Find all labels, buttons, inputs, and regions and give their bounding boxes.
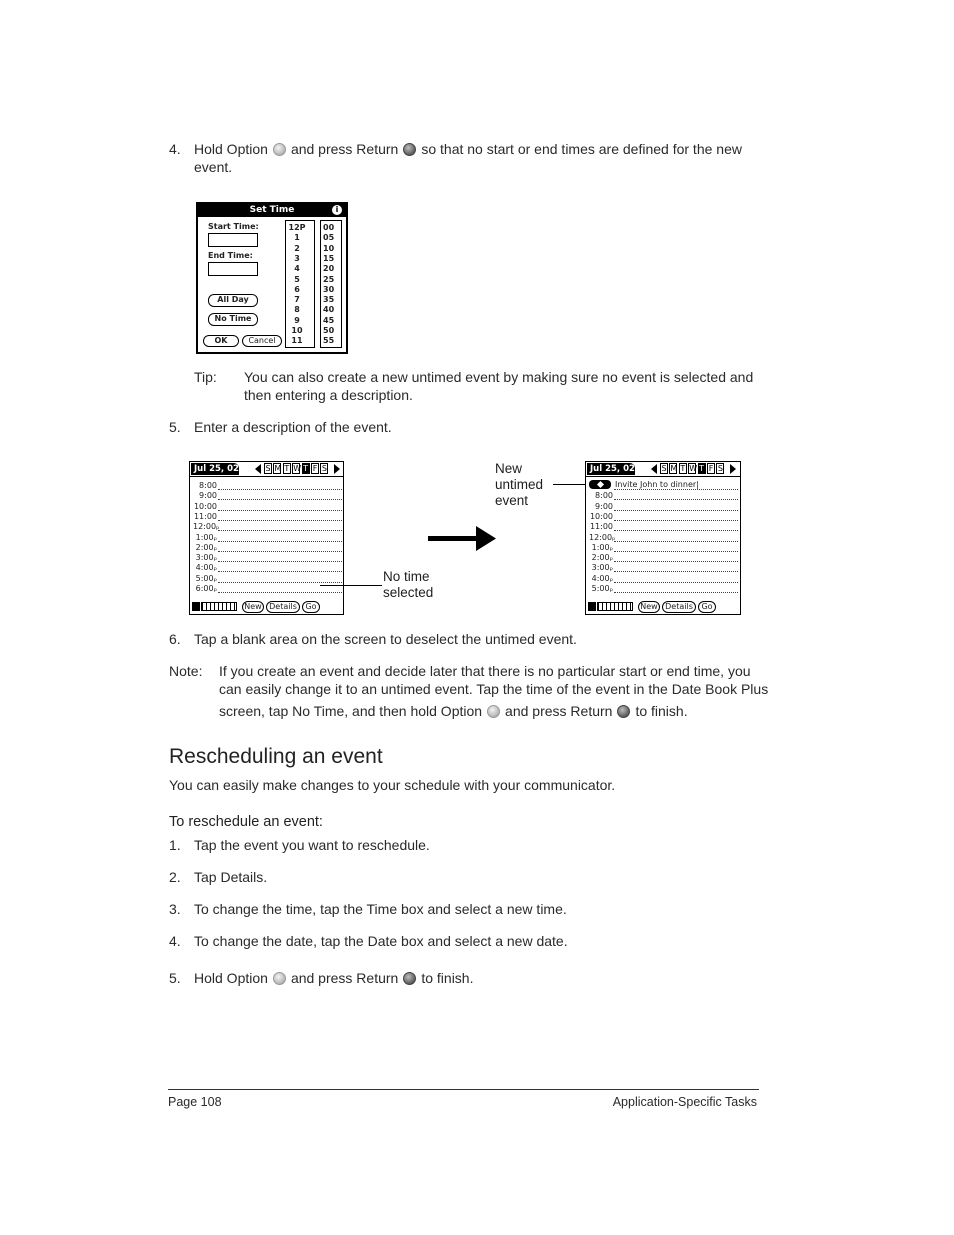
prev-week-icon	[255, 464, 261, 474]
slot-line	[614, 571, 738, 572]
slot-line	[218, 541, 342, 542]
new-button: New	[638, 601, 660, 613]
weekday-0: S	[265, 464, 271, 473]
view-icon-day	[192, 602, 200, 611]
slot-line	[218, 499, 342, 500]
weekday-6: S	[321, 464, 327, 473]
slot-line	[614, 499, 738, 500]
weekday-5: F	[312, 464, 318, 473]
time-label: 8:00	[199, 481, 217, 490]
weekday-0: S	[661, 464, 667, 473]
new-untimed-callout-3: event	[495, 493, 529, 508]
go-button: Go	[698, 601, 716, 613]
time-label: 5:00ₚ	[591, 584, 613, 593]
hour-item: 5	[294, 274, 300, 284]
time-label: 8:00	[595, 491, 613, 501]
ok-button: OK	[203, 335, 239, 347]
step-number: 4.	[169, 933, 181, 949]
step-number: 1.	[169, 837, 181, 853]
slot-line	[218, 489, 342, 490]
step-number: 3.	[169, 901, 181, 917]
hour-item: 10	[291, 326, 303, 335]
callout-line	[320, 585, 382, 586]
tip-line-2: then entering a description.	[244, 387, 413, 403]
step-5-text: Enter a description of the event.	[194, 419, 392, 435]
details-button: Details	[662, 601, 696, 613]
next-week-icon	[334, 464, 340, 474]
set-time-screenshot	[196, 202, 348, 354]
section-heading: Rescheduling an event	[169, 745, 383, 768]
hour-item: 2	[294, 243, 300, 253]
time-label: 3:00ₚ	[195, 553, 217, 563]
note-line-1: If you create an event and decide later that there is no particular start or end time, you	[219, 663, 751, 679]
hour-item: 1	[294, 233, 300, 243]
time-label: 4:00ₚ	[591, 573, 613, 583]
time-label: 12:00ₚ	[193, 522, 220, 532]
new-button: New	[242, 601, 264, 613]
weekday-3: W	[689, 464, 698, 473]
slot-line	[614, 592, 738, 593]
step-number: 2.	[169, 869, 181, 885]
no-time-button: No Time	[208, 313, 258, 326]
set-time-title: Set Time	[249, 205, 295, 215]
footer-rule	[168, 1089, 759, 1090]
slot-line	[614, 541, 738, 542]
minute-item: 35	[323, 295, 335, 305]
cancel-button: Cancel	[242, 335, 282, 347]
time-label: 5:00ₚ	[195, 573, 217, 583]
start-time-label: Start Time:	[208, 222, 259, 231]
minute-item: 05	[323, 233, 335, 243]
weekday-4: T	[303, 464, 309, 473]
slot-line	[614, 551, 738, 552]
section-intro: You can easily make changes to your schedule with your communicator.	[169, 777, 616, 793]
step-number: 5.	[169, 419, 181, 435]
step-4-continued: event.	[194, 159, 233, 175]
return-button-icon	[617, 705, 630, 718]
time-label: 1:00ₚ	[591, 542, 613, 552]
weekday-3: W	[293, 464, 302, 473]
hour-item: 11	[291, 336, 303, 346]
step-number: 4.	[169, 141, 181, 157]
hour-item: 6	[294, 284, 300, 294]
minute-item: 45	[323, 315, 335, 325]
step-4-text: Hold Option and press Return so that no start or end times are defined for the new	[194, 141, 742, 157]
date-label: Jul 25, 02	[590, 464, 635, 474]
end-time-box	[208, 262, 258, 276]
time-label: 11:00	[589, 522, 613, 532]
weekday-6: S	[717, 464, 723, 473]
time-label: 2:00ₚ	[195, 542, 217, 552]
new-untimed-callout-2: untimed	[495, 477, 544, 492]
slot-line	[218, 561, 342, 562]
new-untimed-callout-1: New	[495, 461, 523, 476]
procedure-heading: To reschedule an event:	[169, 814, 323, 830]
minute-item: 10	[323, 243, 335, 253]
minute-item: 50	[323, 326, 335, 335]
no-time-callout-1: No time	[383, 569, 430, 584]
header-rule	[586, 476, 740, 477]
reschedule-step-3: To change the time, tap the Time box and select a new time.	[194, 901, 567, 917]
minute-list	[320, 220, 342, 348]
slot-line	[218, 510, 342, 511]
slot-line	[614, 530, 738, 531]
time-label: 3:00ₚ	[591, 563, 613, 573]
slot-line	[218, 582, 342, 583]
slot-line	[614, 489, 738, 490]
return-button-icon	[403, 972, 416, 985]
note-label: Note:	[169, 663, 203, 679]
option-button-icon	[273, 972, 286, 985]
option-button-icon	[487, 705, 500, 718]
hour-item: 12P	[288, 223, 306, 232]
return-button-icon	[403, 143, 416, 156]
reschedule-step-5: Hold Option and press Return to finish.	[194, 970, 474, 986]
step-number: 5.	[169, 970, 181, 986]
slot-line	[218, 592, 342, 593]
weekday-5: F	[708, 464, 714, 473]
view-icons	[201, 602, 237, 611]
info-icon: i	[332, 205, 342, 215]
minute-item: 25	[323, 274, 335, 284]
weekday-4: T	[699, 464, 705, 473]
view-icon-day	[588, 602, 596, 611]
footer-section-title: Application-Specific Tasks	[612, 1095, 757, 1109]
slot-line	[218, 551, 342, 552]
minute-item: 40	[323, 305, 335, 315]
time-label: 9:00	[595, 501, 613, 511]
time-label: 9:00	[199, 491, 217, 501]
reschedule-step-2: Tap Details.	[194, 869, 268, 885]
hour-item: 8	[294, 305, 300, 315]
slot-line	[614, 510, 738, 511]
end-time-label: End Time:	[208, 251, 253, 260]
weekday-2: T	[284, 464, 290, 473]
time-label: 2:00ₚ	[591, 553, 613, 563]
note-line-2: can easily change it to an untimed event. Tap the time of the event in the Date Book Plus	[219, 681, 769, 697]
prev-week-icon	[651, 464, 657, 474]
minute-item: 55	[323, 336, 335, 346]
hour-list	[285, 220, 315, 348]
step-6-text: Tap a blank area on the screen to deselect the untimed event.	[194, 631, 577, 647]
day-view-after-screenshot	[585, 461, 741, 615]
slot-line	[614, 561, 738, 562]
header-rule	[190, 476, 343, 477]
details-button: Details	[266, 601, 300, 613]
hour-item: 3	[294, 253, 300, 263]
slot-line	[218, 530, 342, 531]
next-week-icon	[730, 464, 736, 474]
slot-line	[614, 582, 738, 583]
time-label: 10:00	[589, 511, 613, 521]
reschedule-step-1: Tap the event you want to reschedule.	[194, 837, 430, 853]
day-view-before-screenshot	[189, 461, 344, 615]
weekday-2: T	[680, 464, 686, 473]
start-time-box	[208, 233, 258, 247]
minute-item: 30	[323, 284, 335, 294]
tip-label: Tip:	[194, 369, 217, 385]
tip-line-1: You can also create a new untimed event by making sure no event is selected and	[244, 369, 754, 385]
hour-item: 9	[294, 315, 300, 325]
time-label: 4:00ₚ	[195, 563, 217, 573]
minute-item: 15	[323, 253, 335, 263]
hour-item: 7	[294, 295, 300, 305]
slot-line	[218, 571, 342, 572]
right-arrow-icon	[428, 525, 498, 553]
weekday-1: M	[274, 464, 282, 473]
minute-item: 20	[323, 264, 335, 274]
slot-line	[218, 520, 342, 521]
hour-item: 4	[294, 264, 300, 274]
page-number: Page 108	[168, 1095, 222, 1109]
view-icons	[597, 602, 633, 611]
time-label: 11:00	[193, 511, 217, 521]
reschedule-step-4: To change the date, tap the Date box and select a new date.	[194, 933, 568, 949]
slot-line	[614, 520, 738, 521]
time-label: 6:00ₚ	[195, 584, 217, 593]
all-day-button: All Day	[208, 294, 258, 307]
time-label: 12:00ₚ	[589, 532, 616, 542]
date-label: Jul 25, 02	[194, 464, 239, 474]
callout-line	[553, 484, 586, 485]
step-number: 6.	[169, 631, 181, 647]
minute-item: 00	[323, 223, 335, 232]
weekday-1: M	[670, 464, 678, 473]
time-label: 10:00	[193, 501, 217, 511]
note-line-3: screen, tap No Time, and then hold Option and press Return to finish.	[219, 703, 688, 719]
go-button: Go	[302, 601, 320, 613]
time-label: 1:00ₚ	[195, 532, 217, 542]
no-time-callout-2: selected	[383, 585, 434, 600]
event-description: Invite John to dinner|	[615, 480, 699, 489]
option-button-icon	[273, 143, 286, 156]
